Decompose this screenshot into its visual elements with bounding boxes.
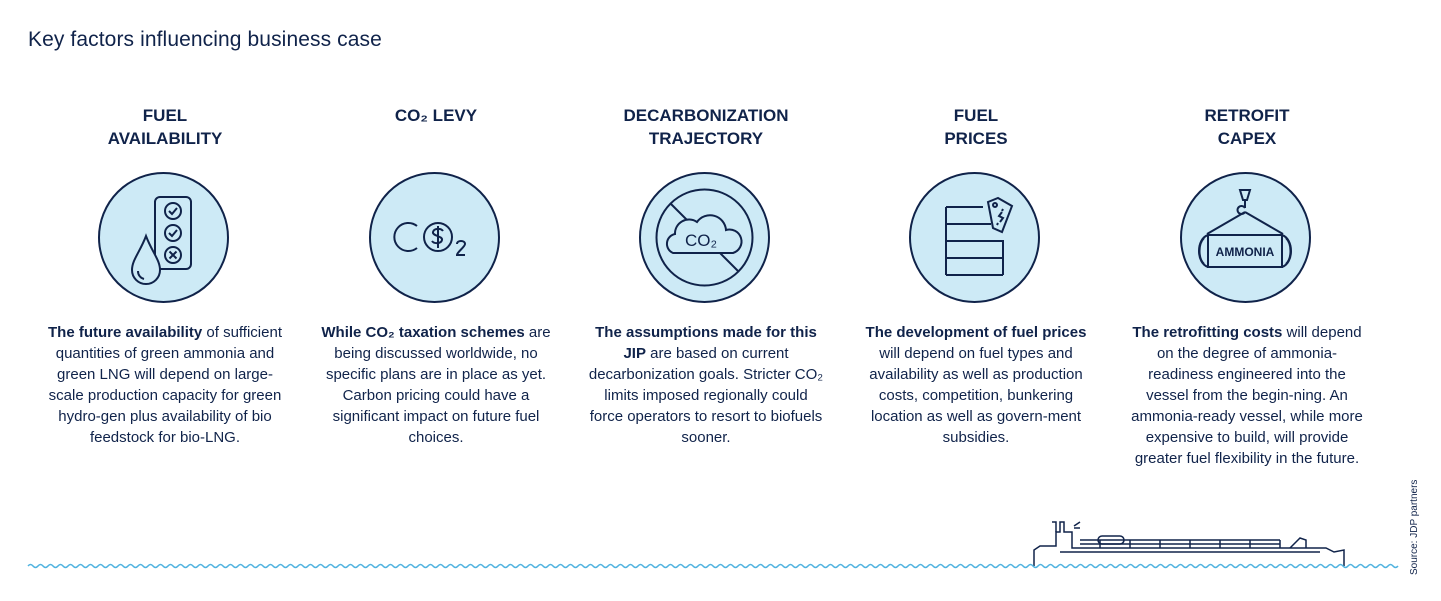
heading-line: FUEL bbox=[142, 106, 188, 125]
desc-bold: The development of fuel prices bbox=[865, 324, 1087, 341]
factor-heading bbox=[45, 104, 285, 150]
desc-text: of sufficient quantities of green ammonia and green LNG will depend on large-scale production capacity for green hydro-gen plus availability of bio feedstock for bio-LNG. bbox=[48, 324, 282, 446]
factor-co2-levy bbox=[316, 0, 556, 500]
desc-text: are being discussed worldwide, no specific plans are in place as yet. Carbon pricing could have a significant impact on future fuel choices. bbox=[325, 324, 551, 446]
heading-line: RETROFIT bbox=[1204, 106, 1290, 125]
sea-waves bbox=[0, 555, 1441, 585]
heading-line: PRICES bbox=[944, 129, 1008, 148]
ammonia-label: AMMONIA bbox=[1215, 245, 1275, 259]
desc-bold: The future availability bbox=[48, 324, 203, 341]
factor-fuel-prices bbox=[856, 0, 1096, 500]
heading-line: AVAILABILITY bbox=[107, 129, 223, 148]
desc-text: will depend on the degree of ammonia-readiness engineered into the vessel from the begin-ning. An ammonia-ready vessel, while more expensive to build, will provide greater fuel flexibility in the future. bbox=[1131, 324, 1363, 467]
desc-bold: The retrofitting costs bbox=[1132, 324, 1283, 341]
heading-line: CO₂ LEVY bbox=[394, 106, 478, 125]
factor-description bbox=[586, 322, 826, 448]
fuel-barrel-price-tag-icon bbox=[909, 172, 1040, 303]
factor-retrofit-capex bbox=[1127, 0, 1367, 500]
desc-bold: The assumptions made for this JIP bbox=[595, 324, 817, 362]
desc-bold: While CO₂ taxation schemes bbox=[321, 324, 525, 341]
factor-description bbox=[1127, 322, 1367, 469]
factor-description bbox=[856, 322, 1096, 448]
fuel-availability-icon bbox=[98, 172, 229, 303]
desc-text: are based on current decarbonization goals. Stricter CO₂ limits imposed regionally could force operators to resort to biofuels sooner. bbox=[588, 345, 824, 446]
no-co2-cloud-icon bbox=[639, 172, 770, 303]
factor-heading bbox=[586, 104, 826, 150]
factor-heading bbox=[316, 104, 556, 127]
factor-heading bbox=[1127, 104, 1367, 150]
svg-text:CO₂: CO₂ bbox=[684, 231, 718, 250]
source-note: Source: JDP partners bbox=[1409, 479, 1420, 575]
factor-heading bbox=[856, 104, 1096, 150]
factor-decarbonization-trajectory bbox=[586, 0, 826, 500]
wave-line bbox=[28, 565, 1398, 568]
factor-fuel-availability bbox=[45, 0, 285, 500]
desc-text: will depend on fuel types and availability as well as production costs, competition, bunkering location as well as govern-ment subsidies. bbox=[869, 345, 1083, 446]
heading-line: CAPEX bbox=[1217, 129, 1277, 148]
heading-line: TRAJECTORY bbox=[648, 129, 764, 148]
co2-icon bbox=[369, 172, 500, 303]
factor-description bbox=[45, 322, 285, 448]
ammonia-tank-crane-icon bbox=[1180, 172, 1311, 303]
page-title: Key factors influencing business case bbox=[28, 28, 382, 51]
factor-description bbox=[316, 322, 556, 448]
heading-line: FUEL bbox=[953, 106, 999, 125]
heading-line: DECARBONIZATION bbox=[623, 106, 789, 125]
